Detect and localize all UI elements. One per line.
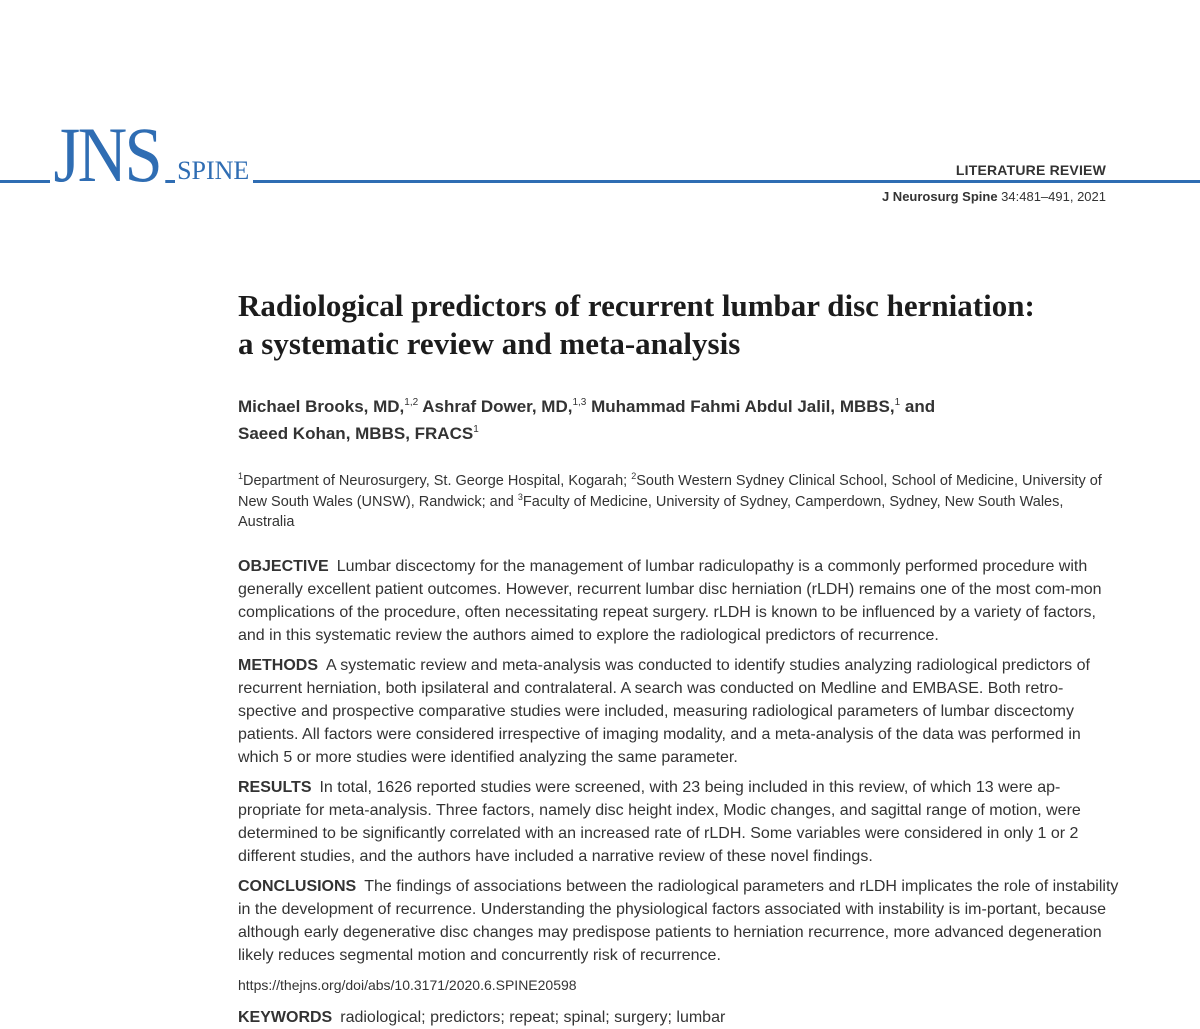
author-name: Ashraf Dower, MD, — [422, 397, 573, 416]
abstract-results — [238, 776, 1120, 868]
journal-logo — [50, 108, 253, 198]
logo-spine-text: SPINE — [175, 158, 253, 184]
abstract-conclusions — [238, 875, 1120, 967]
keywords — [238, 1006, 1120, 1029]
journal-citation — [882, 189, 1106, 204]
article-type-label: LITERATURE REVIEW — [955, 162, 1106, 178]
affiliation-text: Department of Neurosurgery, St. George Hospital, Kogarah; — [243, 473, 628, 489]
methods-text: A systematic review and meta-analysis was conducted to identify studies analyzing radiological predictors of recurrent herniation, both ipsilateral and contralateral. A search was conducted on Medline and EMBASE. Both retro-spective and prospective comparative studies were included, measuring radiological parameters of lumbar discectomy patients. All factors were considered irrespective of imaging modality, and a meta-analysis of the data was performed in which 5 or more studies were identified analyzing the same parameter. — [238, 657, 1090, 766]
results-heading: RESULTS — [238, 779, 312, 796]
article-title: Radiological predictors of recurrent lumbar disc herniation: a systematic review and meta-analysis — [238, 288, 1035, 361]
abstract-methods — [238, 654, 1120, 769]
author-name: Saeed Kohan, MBBS, FRACS — [238, 424, 474, 443]
methods-heading: METHODS — [238, 657, 318, 674]
author-conjunction: and — [904, 397, 936, 416]
affiliation-text: Faculty of Medicine, University of Sydney, Camperdown, Sydney, New South Wales, Australia — [238, 493, 1064, 530]
author-affiliation-ref: 1,3 — [572, 397, 587, 408]
conclusions-text: The findings of associations between the radiological parameters and rLDH implicates the role of instability in the development of recurrence. Understanding the physiological factors associated with instability is im-portant, because although early degenerative disc changes may predispose patients to herniation recurrence, more advanced degeneration likely reduces segmental motion and concurrently risk of recurrence. — [238, 878, 1119, 964]
citation-reference: 34:481–491, 2021 — [1001, 189, 1106, 204]
results-text: In total, 1626 reported studies were screened, with 23 being included in this review, of which 13 were ap-propriate for meta-analysis. Three factors, namely disc height index, Modic changes, and sagittal range of motion, were determined to be significantly correlated with an increased rate of rLDH. Some variables were considered in only 1 or 2 different studies, and the authors have included a narrative review of these novel findings. — [238, 779, 1081, 865]
keywords-text: radiological; predictors; repeat; spinal; surgery; lumbar — [340, 1009, 726, 1026]
author-list — [238, 393, 1098, 447]
author-affiliation-ref: 1,2 — [404, 397, 419, 408]
doi-link[interactable]: https://thejns.org/doi/abs/10.3171/2020.6.SPINE20598 — [238, 977, 577, 993]
affiliations — [238, 471, 1118, 533]
keywords-heading: KEYWORDS — [238, 1009, 333, 1026]
author-affiliation-ref: 1 — [894, 397, 901, 408]
objective-text: Lumbar discectomy for the management of lumbar radiculopathy is a commonly performed procedure with generally excellent patient outcomes. However, recurrent lumbar disc herniation (rLDH) remains one of the most com-mon complications of the procedure, often necessitating repeat surgery. rLDH is known to be influenced by a variety of factors, and in this systematic review the authors aimed to explore the radiological predictors of recurrence. — [238, 558, 1102, 644]
affiliation-number: 3 — [517, 491, 523, 502]
author-name: Michael Brooks, MD, — [238, 397, 405, 416]
citation-journal-name: J Neurosurg Spine — [881, 189, 998, 204]
objective-heading: OBJECTIVE — [238, 558, 329, 575]
affiliation-text: South Western Sydney Clinical School, School of Medicine, University of New South Wales (UNSW), Randwick; and — [238, 473, 1102, 510]
author-affiliation-ref: 1 — [473, 424, 479, 435]
abstract — [238, 555, 1120, 1029]
logo-jns-text: JNS — [50, 116, 165, 194]
affiliation-number: 2 — [631, 471, 637, 481]
author-name: Muhammad Fahmi Abdul Jalil, MBBS, — [591, 397, 895, 416]
affiliation-number: 1 — [238, 471, 244, 481]
conclusions-heading: CONCLUSIONS — [238, 878, 357, 895]
abstract-objective — [238, 555, 1120, 647]
